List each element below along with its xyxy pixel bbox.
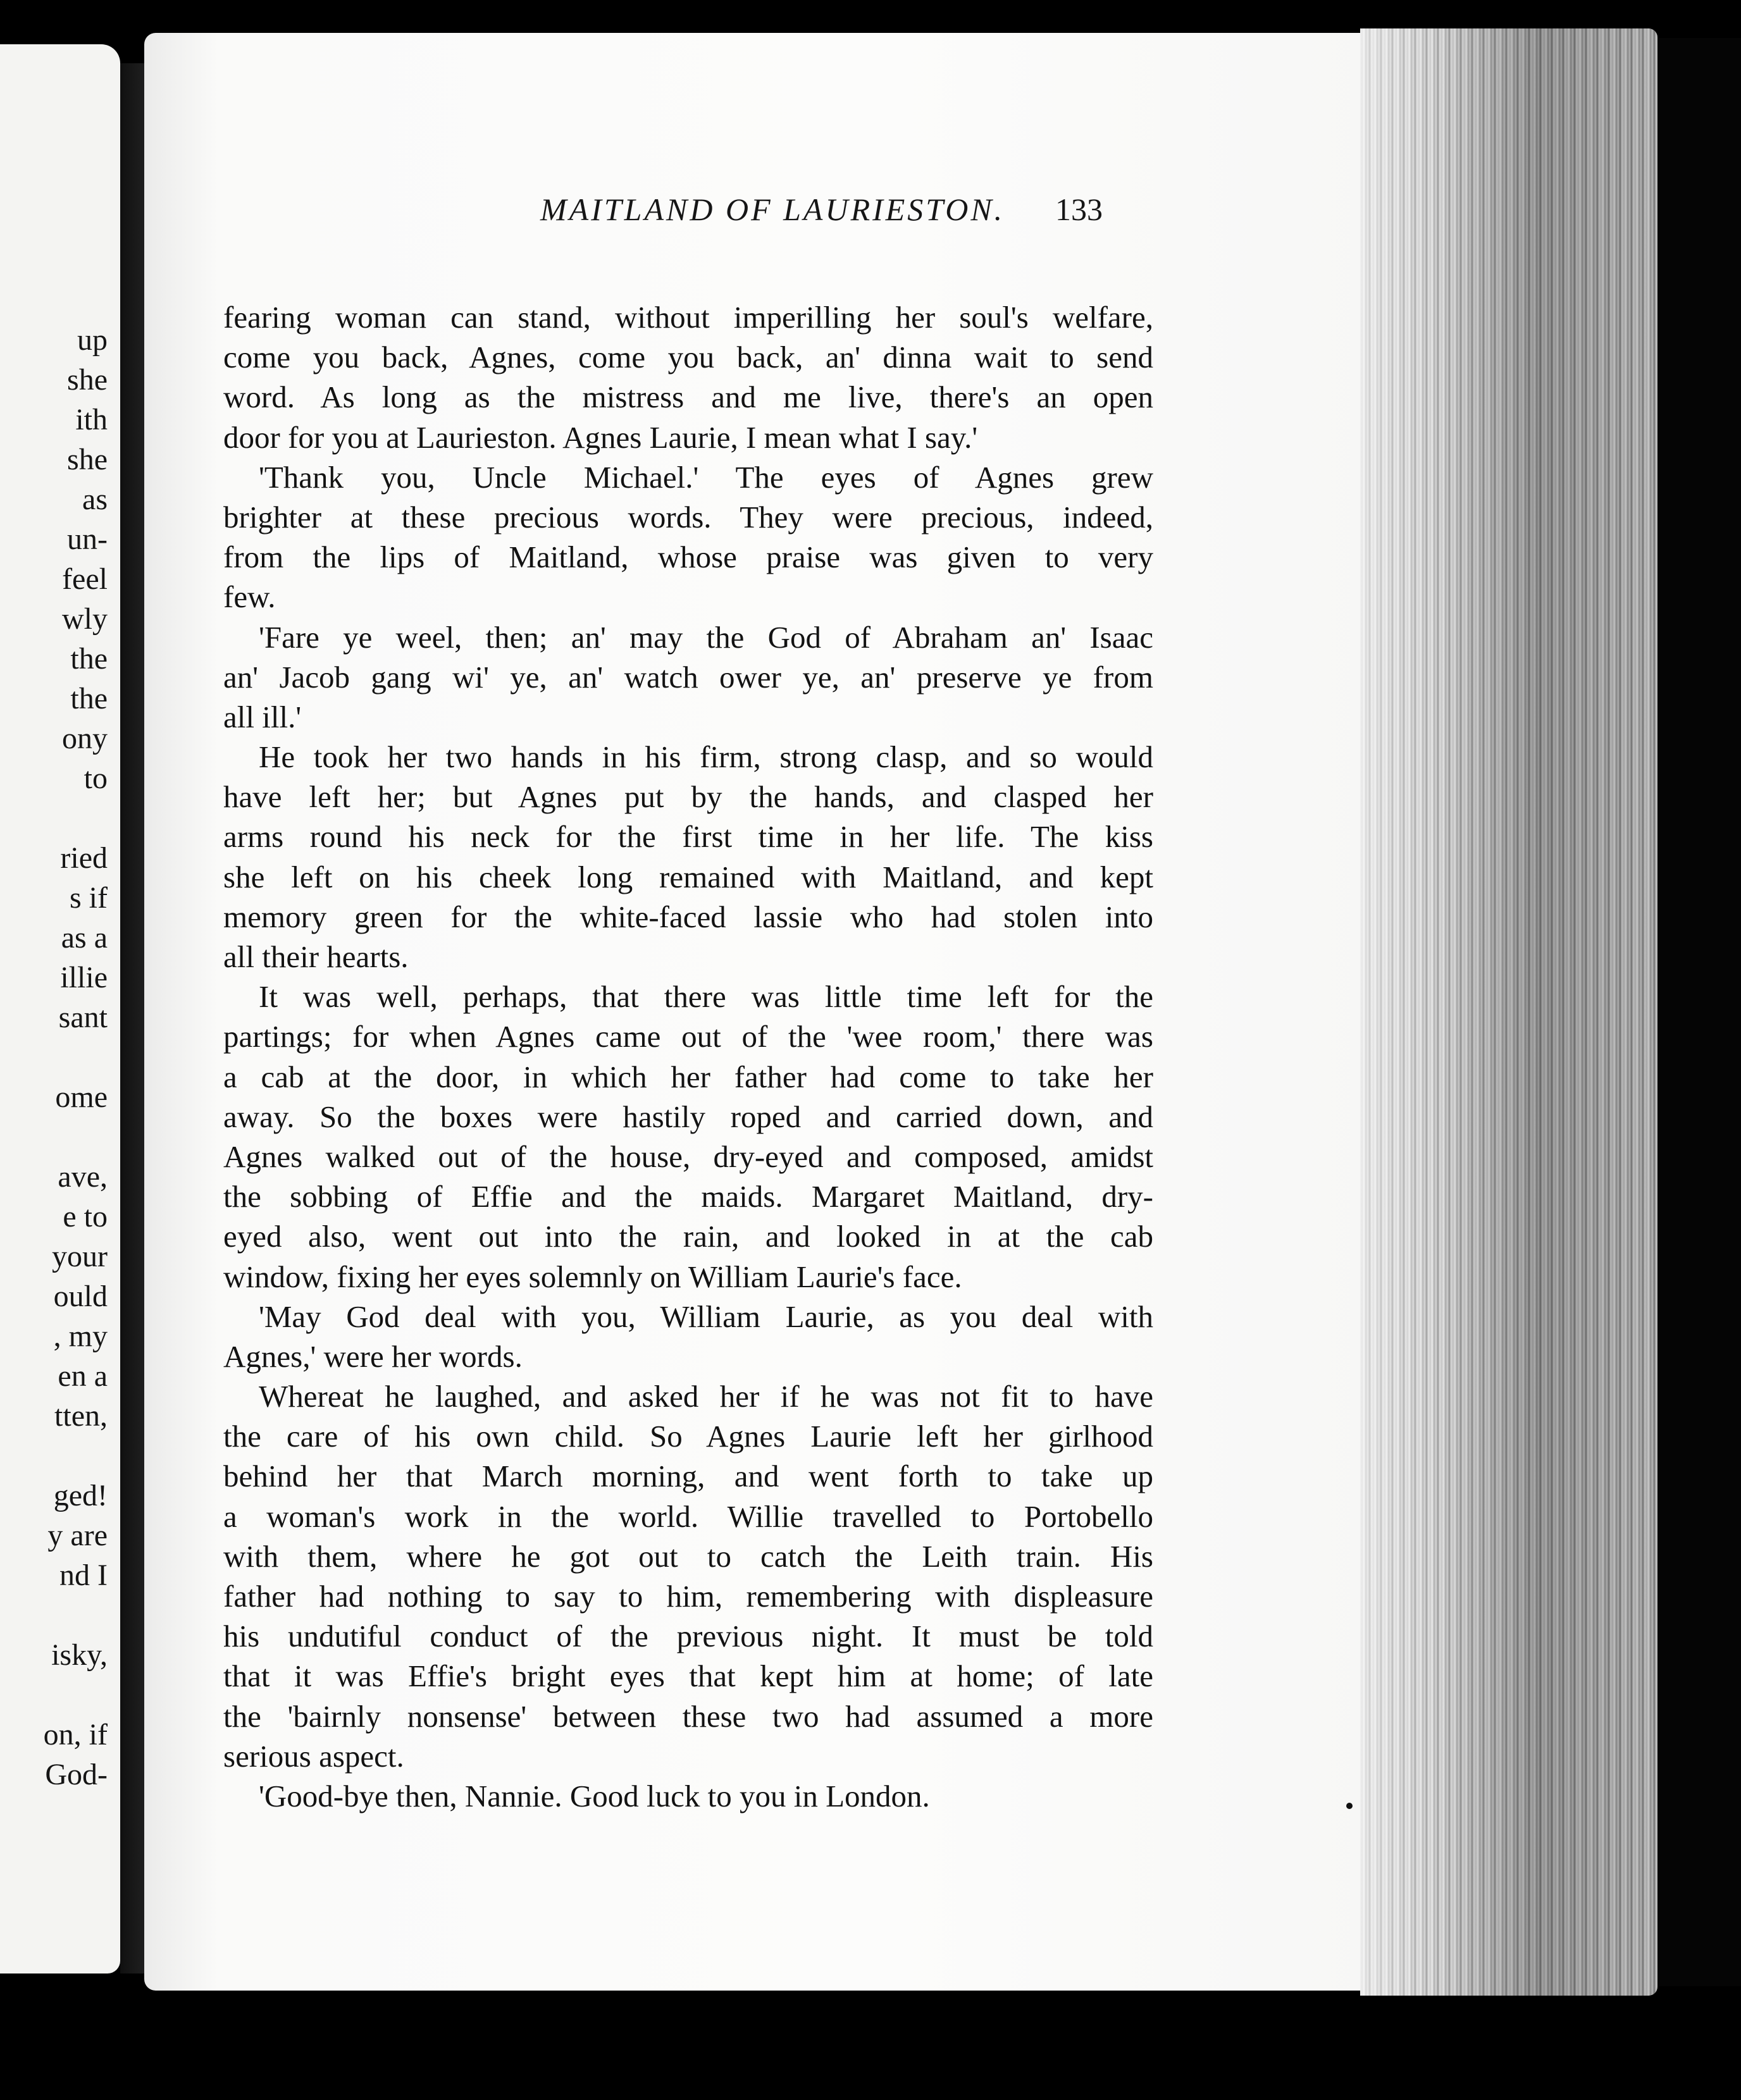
- text-line: the 'bairnly nonsense' between these two had assumed a more: [223, 1698, 1153, 1734]
- facing-page-fragment: s if: [70, 881, 108, 915]
- facing-page-fragment: tten,: [54, 1399, 108, 1433]
- facing-page-fragment: she: [67, 443, 108, 476]
- facing-page-fragment: as a: [61, 921, 108, 954]
- page-number: 133: [1055, 192, 1103, 227]
- facing-page-fragment: on, if: [43, 1718, 108, 1751]
- text-line: 'Fare ye weel, then; an' may the God of Abraham an' Isaac: [259, 619, 1153, 655]
- text-line: come you back, Agnes, come you back, an' dinna wait to send: [223, 340, 1153, 375]
- text-line: serious aspect.: [223, 1738, 404, 1774]
- text-line: all their hearts.: [223, 939, 409, 974]
- facing-page-fragment: en a: [58, 1359, 108, 1393]
- text-line: behind her that March morning, and went forth to take up: [223, 1459, 1153, 1494]
- facing-page-fragment: the: [70, 642, 108, 676]
- text-line: Whereat he laughed, and asked her if he was not fit to have: [259, 1379, 1153, 1414]
- facing-page-fragment: wly: [62, 602, 108, 636]
- text-line: word. As long as the mistress and me live, there's an open: [223, 380, 1153, 415]
- facing-page-fragment: , my: [53, 1319, 108, 1353]
- book-cover-edge: [1657, 38, 1741, 1986]
- text-line: have left her; but Agnes put by the hands, and clasped her: [223, 779, 1153, 815]
- facing-page-fragment: ony: [62, 722, 108, 755]
- facing-page-fragment: ith: [75, 403, 108, 436]
- text-line: an' Jacob gang wi' ye, an' watch ower ye, an' preserve ye from: [223, 659, 1153, 695]
- facing-page-fragment: e to: [63, 1200, 108, 1233]
- text-line: window, fixing her eyes solemnly on William Laurie's face.: [223, 1259, 962, 1294]
- facing-page-fragment: y are: [47, 1519, 108, 1552]
- book-gutter: [120, 63, 146, 1973]
- facing-page-fragment: ried: [60, 841, 108, 875]
- text-line: Agnes walked out of the house, dry-eyed and composed, amidst: [223, 1139, 1153, 1174]
- text-line: a cab at the door, in which her father had come to take her: [223, 1059, 1153, 1094]
- text-line: partings; for when Agnes came out of the 'wee room,' there was: [223, 1019, 1153, 1054]
- page-block-shading: [1360, 28, 1657, 1996]
- text-line: 'Thank you, Uncle Michael.' The eyes of Agnes grew: [259, 459, 1153, 495]
- text-line: the sobbing of Effie and the maids. Margaret Maitland, dry-: [223, 1179, 1153, 1214]
- text-line: father had nothing to say to him, remembering with displeasure: [223, 1579, 1153, 1614]
- text-line: door for you at Laurieston. Agnes Laurie, I mean what I say.': [223, 419, 978, 455]
- facing-page-fragment: up: [77, 323, 108, 357]
- text-line: memory green for the white-faced lassie who had stolen into: [223, 899, 1153, 934]
- book-page: [144, 33, 1378, 1991]
- text-line: the care of his own child. So Agnes Laurie left her girlhood: [223, 1419, 1153, 1454]
- facing-page-fragment: ave,: [58, 1160, 108, 1194]
- facing-page-fragment: she: [67, 363, 108, 397]
- facing-page-fragment: ould: [53, 1280, 108, 1313]
- text-line: Agnes,' were her words.: [223, 1338, 523, 1374]
- text-line: He took her two hands in his firm, strong clasp, and so would: [259, 739, 1153, 775]
- text-line: arms round his neck for the first time in her life. The kiss: [223, 819, 1153, 855]
- facing-page-fragment: isky,: [51, 1638, 108, 1672]
- facing-page-fragment: your: [52, 1240, 108, 1273]
- text-line: 'Good-bye then, Nannie. Good luck to you in London.: [259, 1778, 930, 1813]
- facing-page-fragment: sant: [58, 1001, 108, 1034]
- facing-page-fragment: the: [70, 682, 108, 715]
- text-line: 'May God deal with you, William Laurie, as you deal with: [259, 1299, 1153, 1334]
- facing-page-fragment: to: [84, 762, 108, 795]
- facing-page-fragment: feel: [62, 562, 108, 596]
- text-line: fearing woman can stand, without imperilling her soul's welfare,: [223, 300, 1153, 335]
- text-line: brighter at these precious words. They were precious, indeed,: [223, 499, 1153, 534]
- facing-page-fragment: ged!: [53, 1479, 108, 1512]
- text-line: It was well, perhaps, that there was little time left for the: [259, 979, 1153, 1015]
- facing-page-fragment: un-: [67, 522, 108, 556]
- facing-page-fragment: as: [82, 483, 108, 516]
- facing-page-fragment: God-: [45, 1758, 108, 1791]
- text-line: eyed also, went out into the rain, and looked in at the cab: [223, 1219, 1153, 1254]
- text-line: from the lips of Maitland, whose praise was given to very: [223, 540, 1153, 575]
- facing-page-left: [0, 44, 120, 1973]
- text-line: that it was Effie's bright eyes that kept him at home; of late: [223, 1658, 1153, 1694]
- text-line: away. So the boxes were hastily roped and carried down, and: [223, 1099, 1153, 1134]
- facing-page-fragment: ome: [55, 1080, 108, 1114]
- page-body-text: [223, 297, 1153, 1816]
- text-line: a woman's work in the world. Willie travelled to Portobello: [223, 1498, 1153, 1534]
- text-line: she left on his cheek long remained with Maitland, and kept: [223, 859, 1153, 894]
- facing-page-fragment: illie: [60, 961, 108, 994]
- speck: [1346, 1803, 1353, 1809]
- text-line: his undutiful conduct of the previous night. It must be told: [223, 1619, 1153, 1654]
- text-line: with them, where he got out to catch the Leith train. His: [223, 1538, 1153, 1574]
- facing-page-fragment: nd I: [59, 1559, 108, 1592]
- text-line: all ill.': [223, 699, 302, 734]
- running-header-title: MAITLAND OF LAURIESTON.: [540, 192, 1005, 227]
- text-line: few.: [223, 579, 276, 615]
